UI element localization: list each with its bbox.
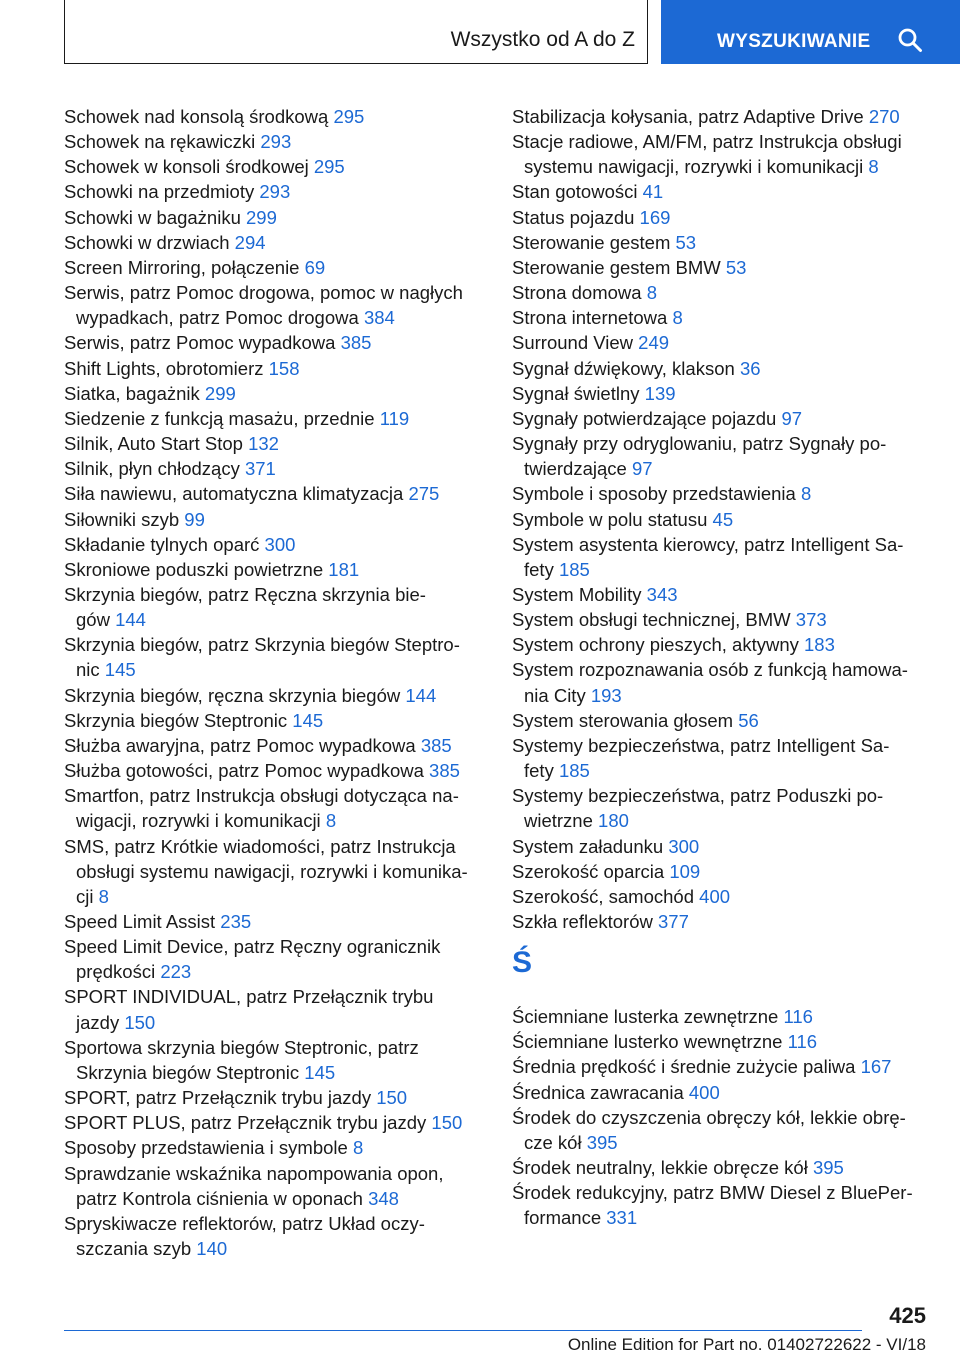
index-entry-text: Stabilizacja kołysania, patrz Adaptive Drive (512, 106, 864, 127)
index-entry (64, 255, 478, 280)
index-entry-text: Sportowa skrzynia biegów Steptronic, patrz (64, 1036, 419, 1058)
page-link[interactable]: 343 (646, 583, 678, 605)
index-entry (512, 607, 926, 632)
index-entry (64, 507, 478, 532)
index-entry (512, 884, 926, 909)
index-entry-text: Służba gotowości, patrz Pomoc wypadkowa (64, 760, 424, 782)
index-entry-text: Skrzynia biegów Steptronic (76, 1061, 300, 1083)
page-link[interactable]: 183 (804, 634, 835, 656)
index-entry-text: fety (524, 558, 554, 580)
index-entry-text: Serwis, patrz Pomoc wypadkowa (64, 332, 336, 354)
index-entry (512, 481, 926, 506)
index-entry (64, 481, 478, 506)
index-entry (512, 507, 926, 532)
index-entry-text: SMS, patrz Krótkie wiadomości, patrz Instrukcja (64, 835, 456, 857)
index-entry (512, 1080, 926, 1105)
index-entry (512, 280, 926, 305)
index-entry (512, 632, 926, 657)
index-entry (512, 783, 926, 833)
index-entry-text: Status pojazdu (512, 206, 635, 228)
page-link[interactable]: 331 (606, 1207, 638, 1229)
index-entry-text: Szkła reflektorów (512, 911, 653, 932)
index-entry (64, 205, 478, 230)
index-entry-text: formance (524, 1207, 602, 1229)
index-entry-text: Smartfon, patrz Instrukcja obsługi dotycząca na- (64, 785, 459, 807)
footer-divider (64, 1330, 862, 1331)
index-entry-text: Screen Mirroring, połączenie (64, 256, 300, 278)
page-link[interactable]: 385 (429, 760, 460, 782)
page-link[interactable]: 145 (104, 659, 136, 681)
index-entry-text: Służba awaryjna, patrz Pomoc wypadkowa (64, 734, 416, 756)
index-entry-text: fety (524, 760, 554, 782)
index-entry (512, 1029, 926, 1054)
page-link[interactable]: 140 (196, 1238, 228, 1260)
index-entry-text: Sygnały przy odryglowaniu, patrz Sygnały po- (512, 433, 887, 455)
page-link[interactable]: 8 (98, 885, 109, 907)
page-link[interactable]: 169 (639, 206, 671, 228)
page-link[interactable]: 384 (363, 307, 395, 329)
page-link[interactable]: 56 (738, 709, 759, 731)
index-entry (64, 356, 478, 381)
page-link[interactable]: 181 (328, 558, 360, 580)
index-entry-text: System załadunku (512, 835, 664, 857)
page-number: 425 (889, 1303, 926, 1328)
index-entry-text: System Mobility (512, 583, 642, 605)
index-entry-text: Silnik, Auto Start Stop (64, 433, 243, 455)
index-entry-text: Schowek nad konsolą środkową (64, 106, 329, 127)
index-entry-text: Sterowanie gestem (512, 231, 671, 253)
page-link[interactable]: 294 (234, 231, 266, 253)
index-entry-text: System obsługi technicznej, BMW (512, 609, 791, 631)
index-entry-text: Systemy bezpieczeństwa, patrz Intelligent Sa- (512, 734, 890, 756)
page-link[interactable]: 299 (246, 206, 277, 228)
page-link[interactable]: 348 (368, 1187, 399, 1209)
page-link[interactable]: 132 (248, 433, 279, 455)
index-entry-text: wigacji, rozrywki i komunikacji (76, 810, 321, 832)
page-link[interactable]: 150 (431, 1112, 463, 1134)
index-entry-text: patrz Kontrola ciśnienia w oponach (76, 1187, 363, 1209)
page-link[interactable]: 293 (260, 131, 292, 153)
page-link[interactable]: 97 (781, 407, 803, 429)
page-link[interactable]: 8 (325, 810, 337, 832)
index-entry (64, 104, 478, 129)
index-entry (64, 1161, 478, 1211)
index-entry (512, 909, 926, 934)
page-link[interactable]: 293 (259, 181, 291, 203)
page-link[interactable]: 150 (124, 1011, 156, 1033)
page-link[interactable]: 144 (115, 609, 146, 631)
page-link[interactable]: 119 (379, 407, 410, 429)
index-entry-text: cze kół (524, 1131, 582, 1153)
index-entry-text: systemu nawigacji, rozrywki i komunikacji (524, 156, 864, 178)
page-link[interactable]: 53 (725, 256, 747, 278)
index-entry (64, 1211, 478, 1261)
page-link[interactable]: 295 (333, 106, 365, 127)
index-entry-text: Ściemniane lusterka zewnętrzne (512, 1006, 779, 1028)
index-entry (512, 255, 926, 280)
index-entry (512, 230, 926, 255)
index-entry-text: Speed Limit Assist (64, 911, 216, 932)
index-entry-text: wietrzne (524, 810, 593, 832)
index-entry (64, 934, 478, 984)
index-entry (64, 129, 478, 154)
index-entry-text: Sterowanie gestem BMW (512, 256, 721, 278)
index-entry-text: Shift Lights, obrotomierz (64, 357, 264, 379)
index-entry (512, 381, 926, 406)
page-link[interactable]: 158 (268, 357, 300, 379)
index-entry-text: SPORT, patrz Przełącznik trybu jazdy (64, 1087, 372, 1109)
index-entry-text: Siatka, bagażnik (64, 382, 200, 404)
index-entry-text: Symbole i sposoby przedstawienia (512, 483, 796, 505)
page-link[interactable]: 385 (420, 734, 452, 756)
index-entry-text: Sygnał dźwiękowy, klakson (512, 357, 735, 379)
index-entry-text: Średnica zawracania (512, 1081, 684, 1103)
index-entry-text: Strona domowa (512, 282, 642, 304)
page-link[interactable]: 45 (712, 508, 734, 530)
page-link[interactable]: 69 (304, 256, 326, 278)
index-entry-text: gów (76, 609, 110, 631)
index-entry (512, 708, 926, 733)
index-entry-text: Środek redukcyjny, patrz BMW Diesel z BluePer- (512, 1182, 913, 1204)
index-entry (64, 179, 478, 204)
index-entry (512, 834, 926, 859)
index-entry (64, 230, 478, 255)
page-link[interactable]: 8 (646, 282, 658, 304)
index-entry (64, 1085, 478, 1110)
tab-search-label: WYSZUKIWANIE (717, 31, 871, 52)
index-entry-text: szczania szyb (76, 1238, 192, 1260)
index-entry-text: Serwis, patrz Pomoc drogowa, pomoc w nagłych (64, 282, 463, 304)
index-entry (512, 733, 926, 783)
index-entry-text: Składanie tylnych oparć (64, 533, 260, 555)
index-entry (64, 632, 478, 682)
index-entry (512, 1155, 926, 1180)
page-link[interactable]: 41 (642, 181, 664, 203)
index-entry (512, 1105, 926, 1155)
index-entry-text: Schowki w bagażniku (64, 206, 241, 228)
index-entry-text: Siedzenie z funkcją masażu, przednie (64, 407, 375, 429)
index-entry-text: twierdzające (524, 458, 627, 480)
index-entry-text: Siła nawiewu, automatyczna klimatyzacja (64, 483, 404, 505)
index-entry-text: Skrzynia biegów Steptronic (64, 709, 288, 731)
page-link[interactable]: 373 (795, 609, 827, 631)
index-entry (512, 1004, 926, 1029)
index-entry-text: Skrzynia biegów, patrz Skrzynia biegów Steptro- (64, 634, 460, 656)
index-entry-text: Sygnał świetlny (512, 382, 640, 404)
index-entry-text: Symbole w polu statusu (512, 508, 708, 530)
index-entry (512, 582, 926, 607)
index-column-left (64, 104, 478, 1261)
index-entry-text: Surround View (512, 332, 634, 354)
index-entry-text: jazdy (76, 1011, 120, 1033)
index-entry (64, 381, 478, 406)
index-entry (64, 909, 478, 934)
index-entry-text: Średnia prędkość i średnie zużycie paliwa (512, 1056, 856, 1078)
index-entry-text: Sposoby przedstawienia i symbole (64, 1137, 348, 1159)
index-entry (64, 834, 478, 909)
page-link[interactable]: 8 (672, 307, 683, 329)
index-entry (64, 582, 478, 632)
page-link[interactable]: 385 (340, 332, 372, 354)
page-link[interactable]: 144 (405, 684, 437, 706)
index-entry (64, 1135, 478, 1160)
index-entry-text: Schowki na przedmioty (64, 181, 255, 203)
index-entry (512, 305, 926, 330)
page-link[interactable]: 167 (860, 1056, 892, 1078)
index-entry (512, 1054, 926, 1079)
index-entry (512, 129, 926, 179)
index-entry-text: wypadkach, patrz Pomoc drogowa (76, 307, 359, 329)
page-link[interactable]: 299 (204, 382, 236, 404)
index-entry-text: Schowek na rękawiczki (64, 131, 256, 153)
index-entry-text: Strona internetowa (512, 307, 668, 329)
index-entry-text: Środek neutralny, lekkie obręcze kół (512, 1157, 808, 1179)
index-entry (64, 154, 478, 179)
index-entry (64, 783, 478, 833)
page-link[interactable]: 99 (184, 508, 205, 530)
index-entry-text: Sprawdzanie wskaźnika napompowania opon, (64, 1162, 444, 1184)
index-entry (64, 456, 478, 481)
index-entry (64, 984, 478, 1034)
index-entry (64, 280, 478, 330)
search-icon (897, 27, 923, 53)
page-link[interactable]: 295 (313, 156, 345, 178)
page-link[interactable]: 377 (658, 911, 689, 932)
index-entry (64, 683, 478, 708)
page-link[interactable]: 53 (675, 231, 697, 253)
index-entry (512, 1180, 926, 1230)
page-link[interactable]: 8 (868, 156, 879, 178)
page-link[interactable]: 270 (868, 106, 900, 127)
footer-edition-text: Online Edition for Part no. 01402722622 - VI/18 (567, 1335, 926, 1354)
index-entry (64, 330, 478, 355)
index-entry-text: obsługi systemu nawigacji, rozrywki i komunika- (76, 860, 468, 882)
page-link[interactable]: 109 (669, 860, 701, 882)
index-entry (64, 708, 478, 733)
page-link[interactable]: 300 (668, 835, 700, 857)
index-entry-text: Systemy bezpieczeństwa, patrz Poduszki po- (512, 785, 884, 807)
index-entry (512, 431, 926, 481)
index-entry-text: SPORT INDIVIDUAL, patrz Przełącznik trybu (64, 986, 434, 1008)
index-entry (512, 406, 926, 431)
page-link[interactable]: 116 (787, 1031, 818, 1053)
index-entry-text: Schowki w drzwiach (64, 231, 230, 253)
index-entry (64, 406, 478, 431)
page-link[interactable]: 8 (352, 1137, 364, 1159)
page-link[interactable]: 275 (408, 483, 440, 505)
index-entry (64, 557, 478, 582)
index-entry-text: Środek do czyszczenia obręczy kół, lekkie obrę- (512, 1106, 906, 1128)
page-link[interactable]: 185 (558, 760, 590, 782)
index-entry (64, 431, 478, 456)
page-link[interactable]: 139 (644, 382, 676, 404)
page-link[interactable]: 300 (264, 533, 296, 555)
index-entry-text: Stan gotowości (512, 181, 638, 203)
page-link[interactable]: 185 (558, 558, 590, 580)
page-link[interactable]: 145 (304, 1061, 336, 1083)
index-entry (512, 657, 926, 707)
index-entry-text: Skrzynia biegów, patrz Ręczna skrzynia bie- (64, 583, 426, 605)
index-entry-text: SPORT PLUS, patrz Przełącznik trybu jazdy (64, 1112, 427, 1134)
index-entry-text: cji (76, 885, 94, 907)
index-entry-text: Skrzynia biegów, ręczna skrzynia biegów (64, 684, 401, 706)
page-link[interactable]: 116 (783, 1006, 813, 1028)
index-entry-text: Stacje radiowe, AM/FM, patrz Instrukcja obsługi (512, 131, 902, 153)
index-entry (512, 104, 926, 129)
index-entry (512, 859, 926, 884)
page-link[interactable]: 223 (160, 961, 192, 983)
page-link[interactable]: 371 (244, 458, 276, 480)
index-entry-text: nia City (524, 684, 586, 706)
index-entry-text: Szerokość, samochód (512, 885, 695, 907)
index-entry (512, 356, 926, 381)
page-link[interactable]: 180 (598, 810, 629, 832)
index-entry (512, 330, 926, 355)
page-link[interactable]: 395 (586, 1131, 618, 1153)
page-link[interactable]: 400 (688, 1081, 720, 1103)
index-column-right (512, 104, 926, 1231)
index-entry (64, 733, 478, 758)
page-link[interactable]: 235 (220, 911, 252, 932)
tab-a-to-z-label: Wszystko od A do Z (450, 28, 635, 51)
index-entry-text: Skroniowe poduszki powietrzne (64, 558, 324, 580)
index-section-letter: Ś (512, 946, 533, 980)
index-entry-text: System ochrony pieszych, aktywny (512, 634, 799, 656)
index-entry-text: Spryskiwacze reflektorów, patrz Układ oczy- (64, 1212, 425, 1234)
page-link[interactable]: 8 (800, 483, 812, 505)
tab-a-to-z[interactable] (64, 0, 648, 64)
index-entry-text: Ściemniane lusterko wewnętrzne (512, 1031, 783, 1053)
page-link[interactable]: 36 (739, 357, 761, 379)
index-entry-text: System sterowania głosem (512, 709, 734, 731)
top-navigation (0, 0, 960, 66)
index-entry-text: prędkości (76, 961, 156, 983)
index-entry (64, 758, 478, 783)
index-entry (512, 179, 926, 204)
index-entry (512, 532, 926, 582)
index-entry-text: Sygnały potwierdzające pojazdu (512, 407, 777, 429)
page-link[interactable]: 400 (699, 885, 731, 907)
index-entry (64, 1035, 478, 1085)
index-entry (512, 205, 926, 230)
index-entry-text: System asystenta kierowcy, patrz Intelligent Sa- (512, 533, 904, 555)
page-link[interactable]: 395 (812, 1157, 844, 1179)
index-entry (64, 1110, 478, 1135)
index-entry (64, 532, 478, 557)
page-link[interactable]: 97 (631, 458, 653, 480)
index-entry-text: nic (76, 659, 100, 681)
tab-search[interactable] (661, 0, 960, 64)
index-entry-text: Speed Limit Device, patrz Ręczny ogranicznik (64, 936, 441, 958)
page-link[interactable]: 150 (376, 1087, 408, 1109)
page-link[interactable]: 145 (292, 709, 324, 731)
index-entry-text: Szerokość oparcia (512, 860, 665, 882)
index-entry-text: System rozpoznawania osób z funkcją hamowa- (512, 659, 908, 681)
index-entry-text: Silnik, płyn chłodzący (64, 458, 240, 480)
index-entry-text: Schowek w konsoli środkowej (64, 156, 309, 178)
page-link[interactable]: 249 (638, 332, 670, 354)
page-link[interactable]: 193 (590, 684, 622, 706)
index-entry-text: Siłowniki szyb (64, 508, 180, 530)
